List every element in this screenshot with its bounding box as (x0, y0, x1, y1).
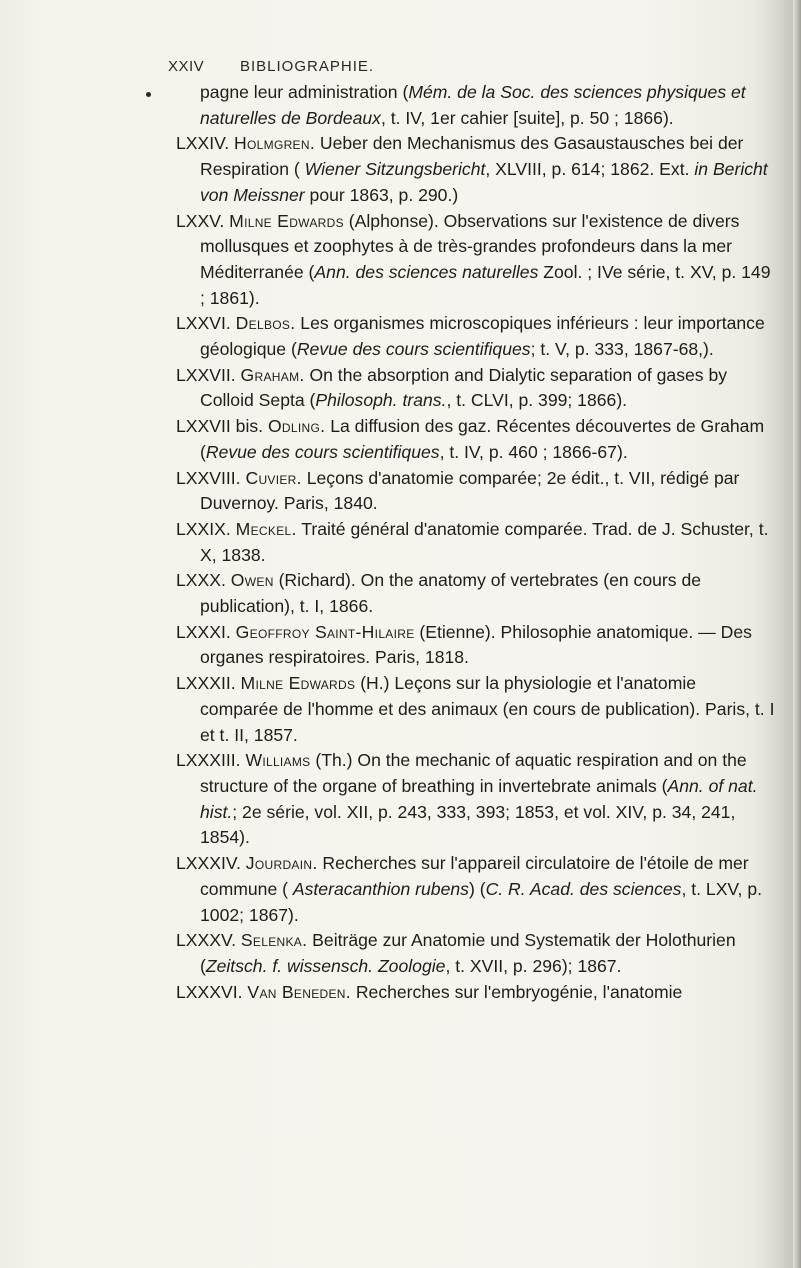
entry-author: Milne Edwards (240, 673, 356, 694)
entry-text: , t. CLVI, p. 399; 1866). (446, 390, 628, 411)
entry-text: (Alphonse). Observations sur l'existence de divers mollusques et zoophytes à de très-grandes profondeurs dans la mer Méditerranée ( (200, 210, 740, 282)
entry-source-title: Philosoph. trans. (315, 390, 447, 411)
bibliography-entry (176, 620, 776, 671)
bibliography-entry (176, 980, 776, 1006)
entry-number: LXXXI. (176, 621, 231, 642)
entry-text: ) ( (468, 878, 486, 899)
entry-text: On the absorption and Dialytic separation of gases by Colloid Septa ( (200, 364, 728, 411)
entry-text: ; t. V, p. 333, 1867-68,). (530, 339, 714, 360)
entry-text: (H.) Leçons sur la physiologie et l'anatomie comparée de l'homme et des animaux (en cours de publication). Paris, t. I et t. II, 1857. (200, 673, 775, 745)
margin-dot (146, 92, 151, 97)
entry-number: LXXVII bis. (176, 416, 264, 437)
entry-source-title: Zeitsch. f. wissensch. Zoologie (205, 955, 446, 976)
entry-source-title: Ann. of nat. hist. (200, 775, 758, 822)
running-title: BIBLIOGRAPHIE. (240, 58, 375, 75)
entry-source-title: Asteracanthion rubens (292, 878, 469, 899)
entry-text: La diffusion des gaz. Récentes découvertes de Graham ( (200, 416, 765, 462)
entry-text: (Etienne). Philosophie anatomique. — Des organes respiratoires. Paris, 1818. (200, 621, 752, 668)
bibliography-entry (176, 568, 776, 619)
entry-source-title: Wiener Sitzungsbericht (304, 159, 486, 180)
entry-text: , t. XVII, p. 296); 1867. (445, 955, 622, 976)
entry-number: LXXXIII. (176, 750, 241, 771)
entry-author: Jourdain. (245, 853, 318, 874)
entry-author: Owen (230, 570, 274, 591)
entry-author: Milne Edwards (229, 210, 344, 231)
entry-number: LXXV. (176, 210, 225, 231)
bibliography-entry (176, 311, 776, 362)
entry-text: , t. IV, p. 460 ; 1866-67). (439, 441, 628, 462)
entry-source-title: Revue des cours scientifiques (296, 339, 531, 360)
entry-number: LXXVIII. (176, 467, 241, 488)
entry-number: LXXX. (176, 570, 226, 591)
entry-number: LXXIV. (176, 133, 230, 154)
entry-source-title: Mém. de la Soc. des sciences physiques et naturelles de Bordeaux (200, 82, 746, 128)
bibliography-entry (176, 414, 776, 465)
page-edge (793, 0, 801, 1268)
entry-text: ; 2e série, vol. XII, p. 243, 333, 393; 1853, et vol. XIV, p. 34, 241, 1854). (200, 801, 736, 848)
entry-number: LXXXV. (176, 930, 236, 951)
entry-author: Van Beneden. (247, 981, 351, 1002)
entry-author: Selenka. (240, 930, 308, 951)
entry-text: (Richard). On the anatomy of vertebrates (en cours de publication), t. I, 1866. (200, 570, 702, 617)
entry-text: Leçons d'anatomie comparée; 2e édit., t. VII, rédigé par Duvernoy. Paris, 1840. (200, 467, 740, 514)
bibliography-entry (176, 928, 776, 979)
entry-text: , XLVIII, p. 614; 1862. Ext. (485, 159, 695, 180)
bibliography-entry (176, 209, 776, 312)
entry-author: Williams (245, 750, 311, 771)
bibliography-entry (176, 671, 776, 748)
entry-number: LXXXVI. (176, 981, 243, 1002)
entry-number: LXXVI. (176, 313, 231, 334)
bibliography-list (176, 80, 776, 1005)
bibliography-entry (176, 131, 776, 208)
page-number: XXIV (168, 58, 205, 75)
entry-author: Delbos. (235, 313, 296, 334)
entry-text: Traité général d'anatomie comparée. Trad. de J. Schuster, t. X, 1838. (200, 518, 769, 565)
entry-source-title: Ann. des sciences naturelles (314, 261, 539, 282)
entry-author: Meckel. (235, 518, 297, 539)
entry-text: , t. LXV, p. 1002; 1867). (200, 878, 762, 925)
entry-text: , t. IV, 1er cahier [suite], p. 50 ; 1866). (380, 107, 674, 128)
entry-text: Recherches sur l'appareil circulatoire de l'étoile de mer commune ( (200, 853, 749, 899)
entry-author: Geoffroy Saint-Hilaire (235, 621, 415, 642)
entry-text: Beiträge zur Anatomie und Systematik der Holothurien ( (200, 930, 736, 976)
entry-author: Odling. (267, 416, 326, 437)
entry-source-title: in Bericht von Meissner (200, 159, 768, 205)
entry-text: Ueber den Mechanismus des Gasaustausches bei der Respiration ( (200, 133, 744, 180)
bibliography-entry (176, 363, 776, 414)
entry-source-title: Revue des cours scientifiques (205, 441, 440, 462)
entry-author: Cuvier. (245, 467, 302, 488)
bibliography-entry (176, 80, 776, 131)
entry-number: LXXXII. (176, 673, 236, 694)
bibliography-entry (176, 466, 776, 517)
entry-number: LXXVII. (176, 364, 236, 385)
entry-author: Holmgren. (234, 133, 316, 154)
bibliography-entry (176, 517, 776, 568)
entry-source-title: C. R. Acad. des sciences (485, 878, 682, 899)
entry-text: Zool. ; IVe série, t. XV, p. 149 ; 1861). (200, 261, 771, 308)
entry-author: Graham. (240, 364, 305, 385)
bibliography-entry (176, 748, 776, 851)
entry-number: LXXIX. (176, 518, 231, 539)
entry-text: pour 1863, p. 290.) (304, 184, 459, 205)
entry-number: LXXXIV. (176, 853, 241, 874)
entry-text: Recherches sur l'embryogénie, l'anatomie (355, 981, 683, 1002)
entry-text: (Th.) On the mechanic of aquatic respiration and on the structure of the organe of breathing in invertebrate animals ( (200, 750, 747, 796)
bibliography-entry (176, 851, 776, 928)
entry-text: pagne leur administration ( (200, 82, 409, 102)
entry-text: Les organismes microscopiques inférieurs : leur importance géologique ( (200, 313, 765, 360)
